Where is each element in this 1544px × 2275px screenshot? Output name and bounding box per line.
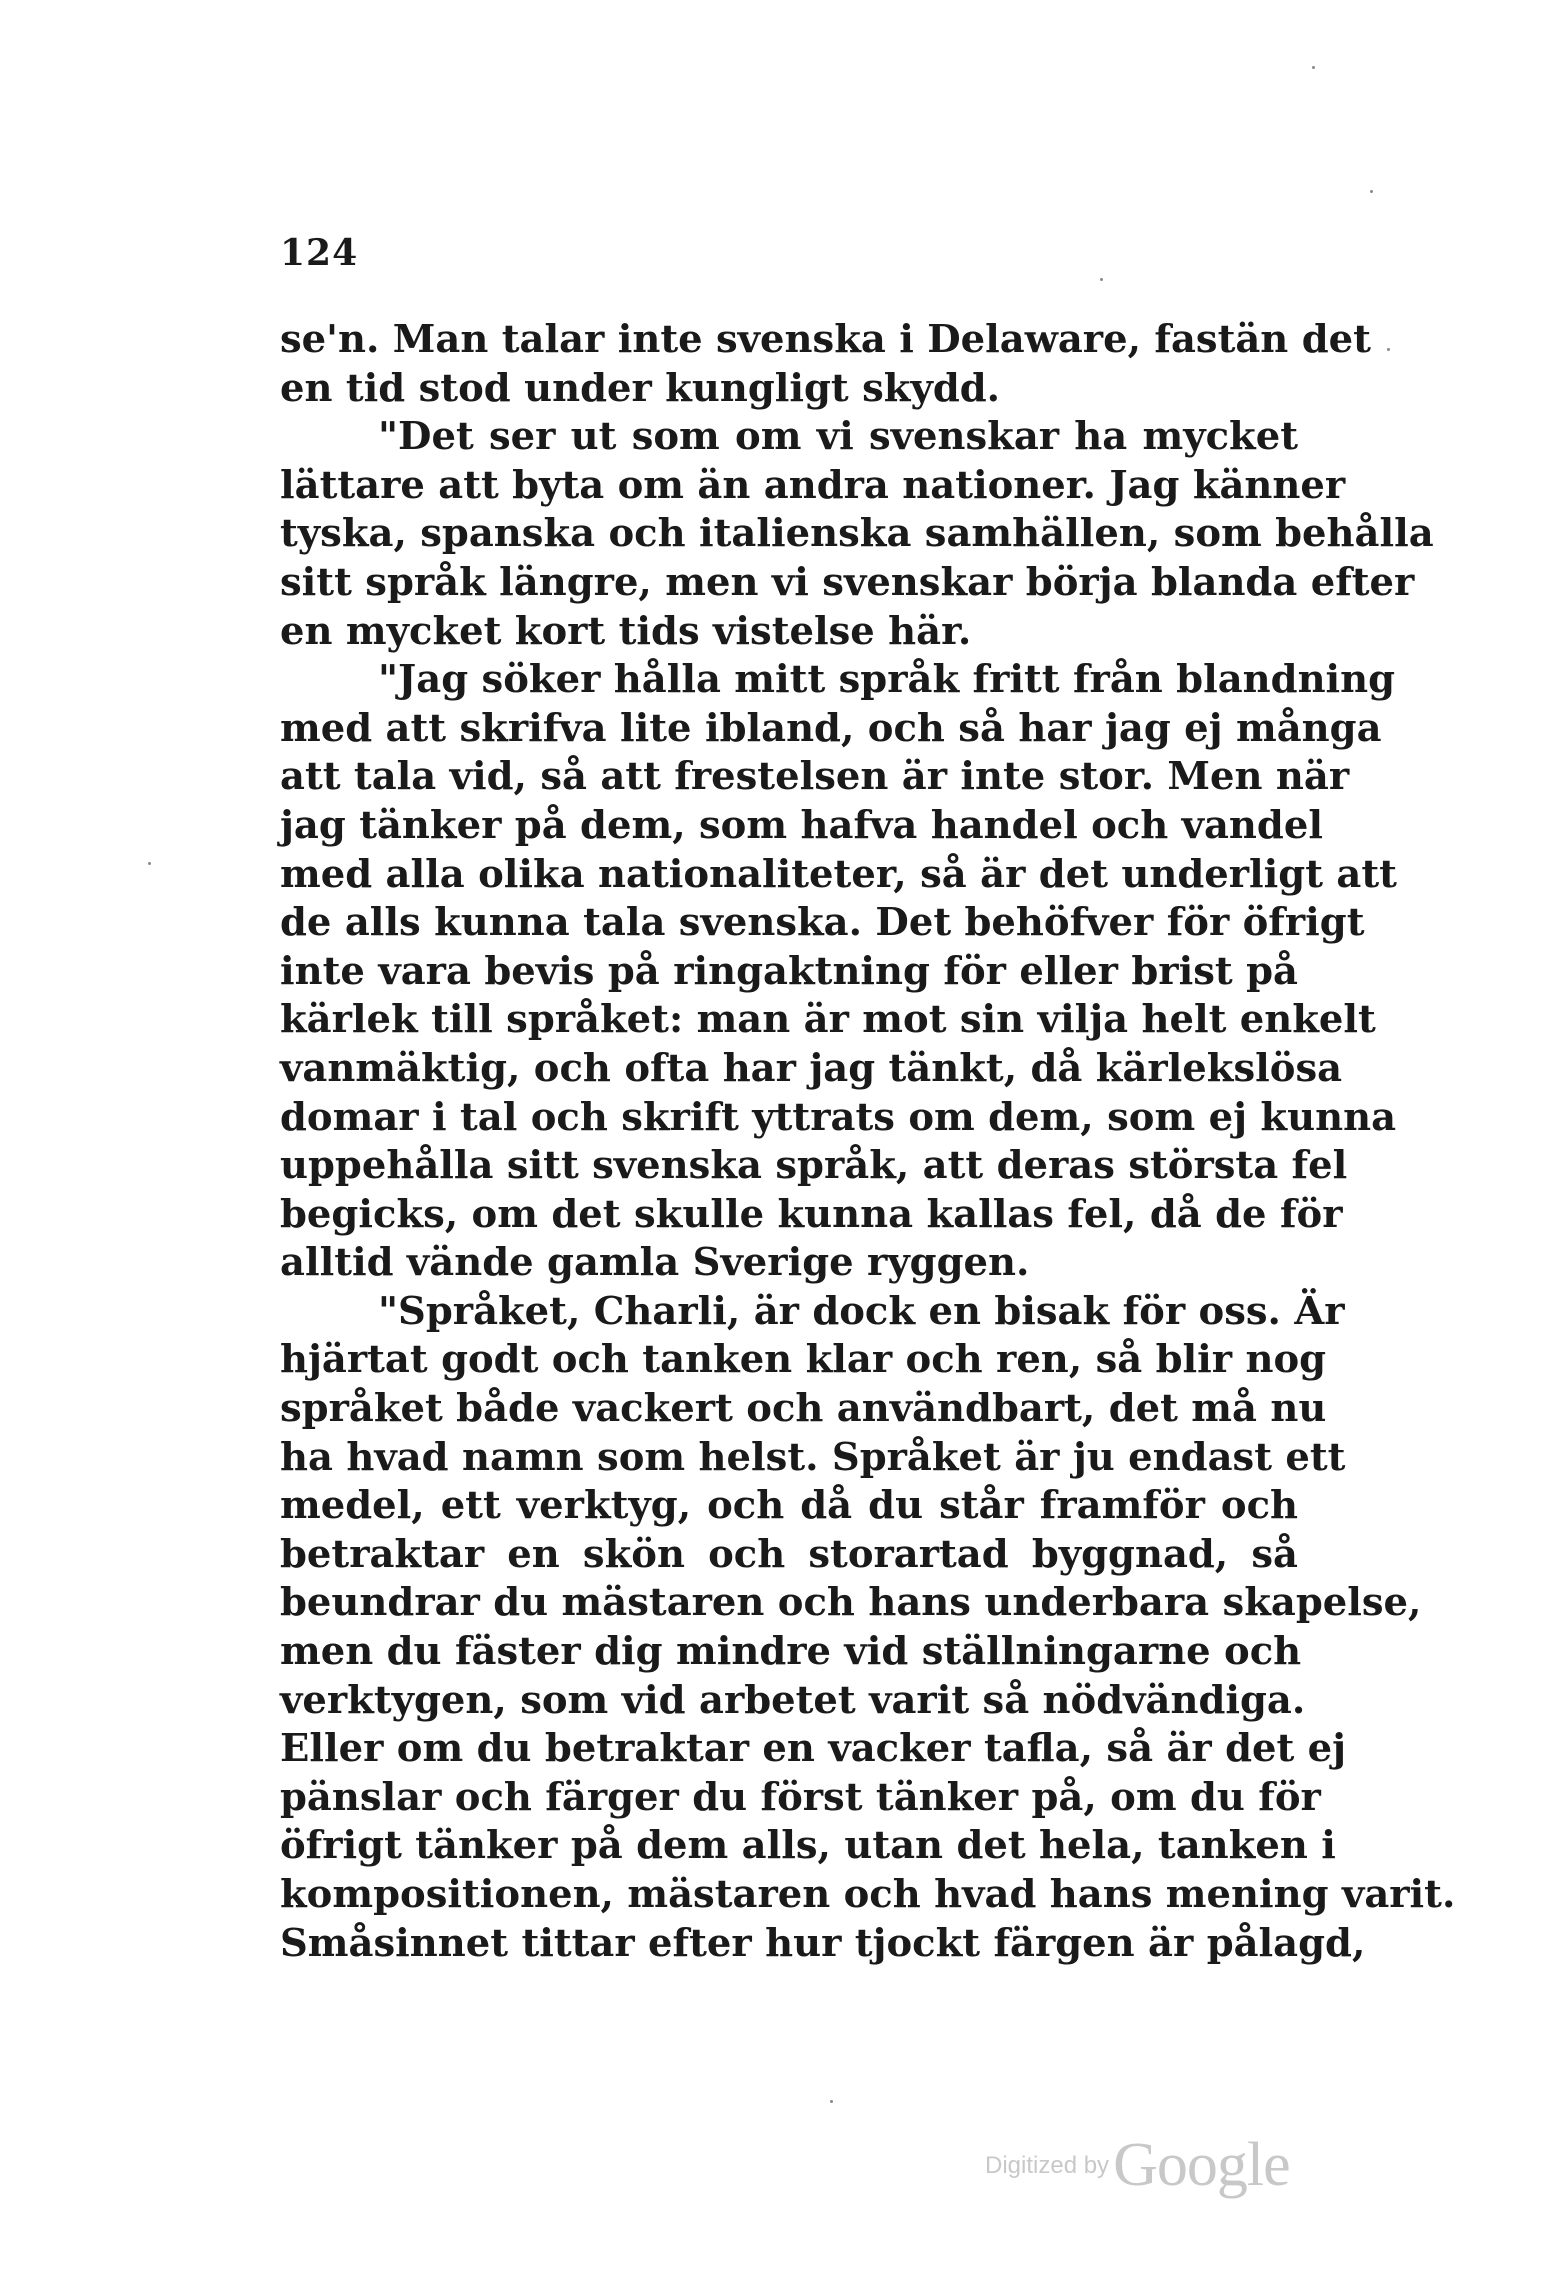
text-line: lättare att byta om än andra nationer. Jag känner (280, 462, 1346, 508)
text-line: öfrigt tänker på dem alls, utan det hela, tanken i (280, 1823, 1336, 1869)
text-line: "Jag söker hålla mitt språk fritt från blandning (378, 657, 1396, 703)
text-line: ha hvad namn som helst. Språket är ju endast ett (280, 1434, 1346, 1480)
watermark-prefix: Digitized by (985, 2151, 1110, 2179)
text-line: med att skrifva lite ibland, och så har jag ej många (280, 705, 1382, 751)
scan-speck (1370, 190, 1373, 193)
text-line: verktygen, som vid arbetet varit så nödvändiga. (280, 1677, 1306, 1723)
text-line: "Det ser ut som om vi svenskar ha mycket (378, 414, 1298, 460)
text-line: alltid vände gamla Sverige ryggen. (280, 1240, 1030, 1286)
text-line: tyska, spanska och italienska samhällen, som behålla (280, 511, 1434, 557)
scan-speck (1100, 278, 1103, 281)
text-line: Eller om du betraktar en vacker tafla, så är det ej (280, 1726, 1347, 1772)
text-line: uppehålla sitt svenska språk, att deras största fel (280, 1143, 1348, 1189)
scan-speck (1312, 66, 1315, 69)
text-line: "Språket, Charli, är dock en bisak för oss. Är (378, 1288, 1345, 1334)
text-line: betraktar en skön och storartad byggnad, så (280, 1531, 1298, 1577)
text-line: kompositionen, mästaren och hvad hans mening varit. (280, 1872, 1456, 1917)
body-text (280, 316, 1456, 1968)
scan-speck (830, 2100, 833, 2103)
text-line: kärlek till språket: man är mot sin vilja helt enkelt (280, 997, 1376, 1043)
text-line: domar i tal och skrift yttrats om dem, som ej kunna (280, 1094, 1397, 1140)
text-line: inte vara bevis på ringaktning för eller brist på (280, 948, 1298, 994)
text-line: se'n. Man talar inte svenska i Delaware, fastän det (280, 317, 1371, 362)
text-line: pänslar och färger du först tänker på, om du för (280, 1774, 1321, 1820)
text-line: beundrar du mästaren och hans underbara skapelse, (280, 1580, 1422, 1626)
text-line: sitt språk längre, men vi svenskar börja blanda efter (280, 559, 1415, 605)
page-number: 124 (280, 232, 359, 274)
text-line: en tid stod under kungligt skydd. (280, 365, 1001, 411)
text-line: med alla olika nationaliteter, så är det underligt att (280, 851, 1397, 897)
text-line: begicks, om det skulle kunna kallas fel, då de för (280, 1191, 1343, 1237)
text-line: hjärtat godt och tanken klar och ren, så blir nog (280, 1337, 1327, 1383)
text-line: att tala vid, så att frestelsen är inte stor. Men när (280, 754, 1350, 800)
text-line: Småsinnet tittar efter hur tjockt färgen är pålagd, (280, 1920, 1366, 1966)
text-line: vanmäktig, och ofta har jag tänkt, då kärlekslösa (280, 1045, 1343, 1091)
digitized-watermark (985, 2130, 1315, 2210)
text-line: medel, ett verktyg, och då du står framför och (280, 1483, 1298, 1529)
google-logo: Google (1113, 2131, 1290, 2199)
text-line: jag tänker på dem, som hafva handel och vandel (280, 802, 1323, 848)
text-line: språket både vackert och användbart, det må nu (280, 1386, 1327, 1432)
text-line: men du fäster dig mindre vid ställningarne och (280, 1629, 1302, 1675)
scan-speck (148, 862, 151, 865)
text-line: de alls kunna tala svenska. Det behöfver för öfrigt (280, 900, 1365, 946)
scan-speck (1387, 348, 1390, 351)
text-line: en mycket kort tids vistelse här. (280, 608, 972, 654)
